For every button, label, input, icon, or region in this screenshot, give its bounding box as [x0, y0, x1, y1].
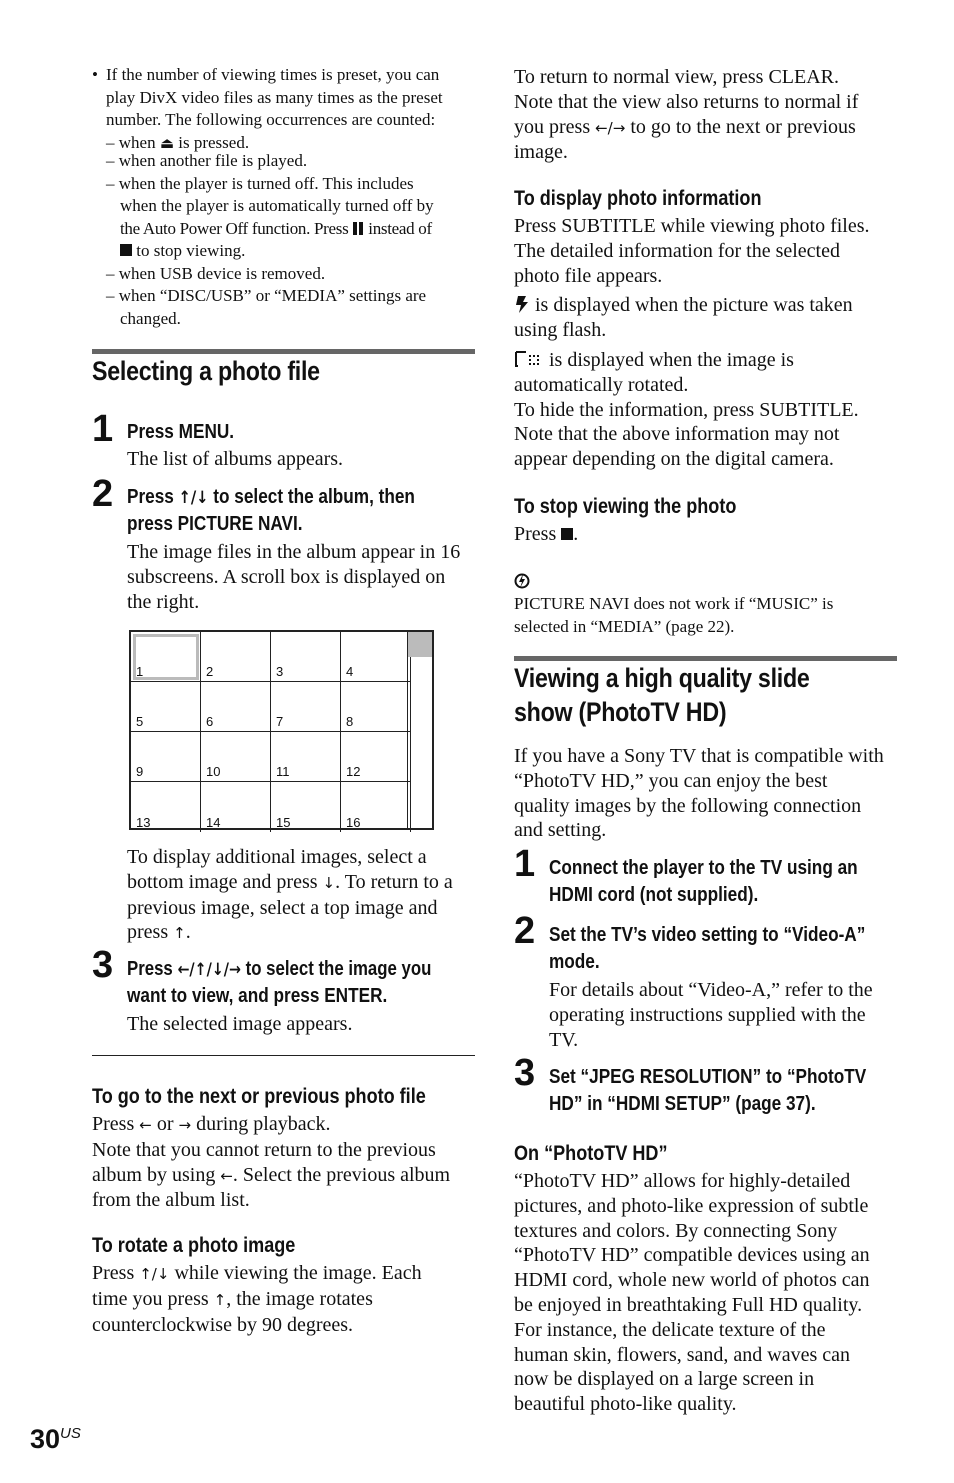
stop-icon [120, 244, 132, 256]
hint-text: PICTURE NAVI does not work if “MUSIC” is selected in “MEDIA” (page 22). [514, 594, 834, 636]
grid-cell [341, 632, 411, 682]
left-right-arrow-icon: ←/→ [595, 118, 626, 137]
step-number: 1 [92, 408, 114, 450]
subsection-title: To stop viewing the photo [514, 495, 737, 518]
divider [92, 1055, 475, 1056]
dash-item: – when USB device is removed. [106, 263, 326, 283]
subsection-title: On “PhotoTV HD” [514, 1142, 668, 1165]
left-arrow-icon: ← [220, 1166, 233, 1185]
step-body: For details about “Video-A,” refer to the operating instructions supplied with the TV. [549, 979, 873, 1051]
subsection-title: To rotate a photo image [92, 1234, 296, 1257]
section-rule [92, 349, 475, 354]
page-number: $30^{US}$ [30, 1424, 81, 1454]
step-heading: HDMI cord (not supplied). [549, 884, 759, 906]
subsection-body: “PhotoTV HD” allows for highly-detailed pictures, and photo-like expression of subtle textures and colors. By connecting Sony “PhotoTV HD” compatible devices using an HDMI cord, whole new world of photos can be enjoyed in breathtaking Full HD quality. For instance, the delicate texture of the human skin, flowers, sand, and waves can now be displayed on a large screen in beautiful photo-like quality. [514, 1170, 870, 1416]
step-number: 3 [92, 944, 114, 986]
dash-item-cont: the Auto Power Off function. Press instead of [120, 218, 432, 238]
step-heading: Connect the player to the TV using an [549, 857, 858, 879]
step-body: The image files in the album appear in 16 subscreens. A scroll box is displayed on the right. [127, 541, 461, 613]
dash-item: – when another file is played. [106, 151, 308, 170]
grid-cell [131, 732, 201, 782]
grid-cell-label: 4 [346, 664, 354, 679]
grid-cell-label: 3 [276, 664, 284, 679]
down-arrow-icon: ↓ [322, 873, 336, 892]
normal-view-text: To return to normal view, press CLEAR. Note that the view also returns to normal if you press ←/→ to go to the next or previous image. [514, 66, 859, 164]
hint-icon [514, 573, 530, 589]
step-body: The list of albums appears. [127, 448, 344, 470]
grid-cell-label: 2 [206, 664, 214, 679]
four-direction-arrows-icon: ←/↑/↓/→ [177, 960, 241, 980]
auto-rotate-icon [514, 350, 544, 368]
step-number: 2 [92, 473, 114, 515]
grid-cell [131, 632, 201, 682]
step-heading: mode. [549, 951, 600, 973]
section-intro: If you have a Sony TV that is compatible with “PhotoTV HD,” you can enjoy the best quality images by the following connection and setting. [514, 745, 884, 842]
grid-cell-label: 1 [136, 664, 144, 679]
grid-cell-label: 5 [136, 714, 144, 729]
section-title: show (PhotoTV HD) [514, 697, 727, 727]
grid-cell-label: 6 [206, 714, 214, 729]
grid-cell [201, 782, 271, 832]
bullet-line: If the number of viewing times is preset, you can [106, 65, 440, 84]
step-heading: Set “JPEG RESOLUTION” to “PhotoTV [549, 1066, 867, 1088]
bullet-line: play DivX video files as many times as the preset [106, 87, 443, 107]
grid-cell [131, 782, 201, 832]
grid-cell-label: 15 [276, 815, 291, 830]
grid-cell-label: 10 [206, 764, 221, 779]
grid-cell [271, 632, 341, 682]
subsection-body: Press ← or → during playback. Note that you cannot return to the previous album by using ←. Select the previous album from the album list. [92, 1113, 451, 1212]
dash-item-cont: when the player is automatically turned off by [120, 196, 434, 215]
step-heading: press PICTURE NAVI. [127, 513, 303, 535]
flash-icon [514, 296, 530, 313]
eject-icon: ⏏ [159, 133, 175, 152]
up-down-arrow-icon: ↑/↓ [178, 488, 209, 508]
section-title: Viewing a high quality slide [514, 663, 810, 693]
grid-cell-label: 14 [206, 815, 221, 830]
section-rule [514, 656, 897, 661]
up-down-arrow-icon: ↑/↓ [139, 1265, 170, 1283]
step-heading: Press ↑/↓ to select the album, then [127, 486, 415, 508]
grid-cell-label: 7 [276, 714, 284, 729]
step-heading: want to view, and press ENTER. [127, 985, 388, 1007]
left-arrow-icon: ← [139, 1116, 152, 1134]
step-heading: HD” in “HDMI SETUP” (page 37). [549, 1093, 816, 1115]
grid-cell [271, 782, 341, 832]
grid-cell-label: 11 [276, 764, 290, 779]
dash-item: – when “DISC/USB” or “MEDIA” settings are [106, 286, 427, 305]
grid-cell [201, 682, 271, 732]
subsection-title: To go to the next or previous photo file [92, 1085, 426, 1108]
up-arrow-icon: ↑ [173, 924, 186, 943]
section-title: Selecting a photo file [92, 356, 320, 386]
grid-cell-label: 16 [346, 815, 361, 830]
divx-viewing-note [92, 64, 482, 330]
grid-cell-label: 12 [346, 764, 361, 779]
grid-cell [201, 632, 271, 682]
step-number: 1 [514, 843, 536, 885]
step-heading: Set the TV’s video setting to “Video-A” [549, 924, 866, 946]
subsection-body: Press ↑/↓ while viewing the image. Each time you press ↑, the image rotates counterclockwise by 90 degrees. [92, 1262, 422, 1336]
grid-cell [341, 782, 411, 832]
grid-cell-label: 9 [136, 764, 144, 779]
step-body: The selected image appears. [127, 1013, 353, 1035]
pause-icon [352, 222, 364, 235]
stop-icon [561, 528, 573, 540]
grid-cell [271, 732, 341, 782]
up-arrow-icon: ↑ [213, 1290, 227, 1309]
bullet-dot: • [92, 65, 98, 84]
dash-item: – when the player is turned off. This includes [106, 173, 414, 193]
subsection-body: Press SUBTITLE while viewing photo files. The detailed information for the selected photo file appears. is displayed when the picture was taken using flash. is displayed when the image is automatically rotated. To hide the information, press SUBTITLE. Note that the above information may not appear depending on the digital camera. [514, 215, 870, 471]
bullet-line: number. The following occurrences are counted: [106, 110, 436, 129]
grid-cell-label: 13 [136, 815, 151, 830]
step-number: 2 [514, 910, 536, 952]
dash-item-cont: to stop viewing. [120, 240, 482, 263]
grid-cell-label: 8 [346, 714, 354, 729]
grid-cell [131, 682, 201, 732]
step-number: 3 [514, 1052, 536, 1094]
grid-cell [341, 682, 411, 732]
picture-navi-grid [129, 630, 434, 830]
grid-cell [341, 732, 411, 782]
step-heading: Press MENU. [127, 421, 235, 443]
grid-cell [201, 732, 271, 782]
grid-cell [271, 682, 341, 732]
step-body: To display additional images, select a bottom image and press ↓. To return to a previous image, select a top image and press ↑. [127, 846, 453, 944]
scroll-thumb [408, 632, 432, 657]
subsection-title: To display photo information [514, 187, 762, 210]
step-heading: Press ←/↑/↓/→ to select the image you [127, 958, 432, 980]
dash-item: – when ⏏ is pressed. [106, 132, 250, 152]
right-arrow-icon: → [178, 1116, 192, 1134]
dash-item-cont: changed. [120, 308, 181, 328]
scroll-box [407, 632, 432, 828]
subsection-body: Press . [514, 523, 579, 545]
